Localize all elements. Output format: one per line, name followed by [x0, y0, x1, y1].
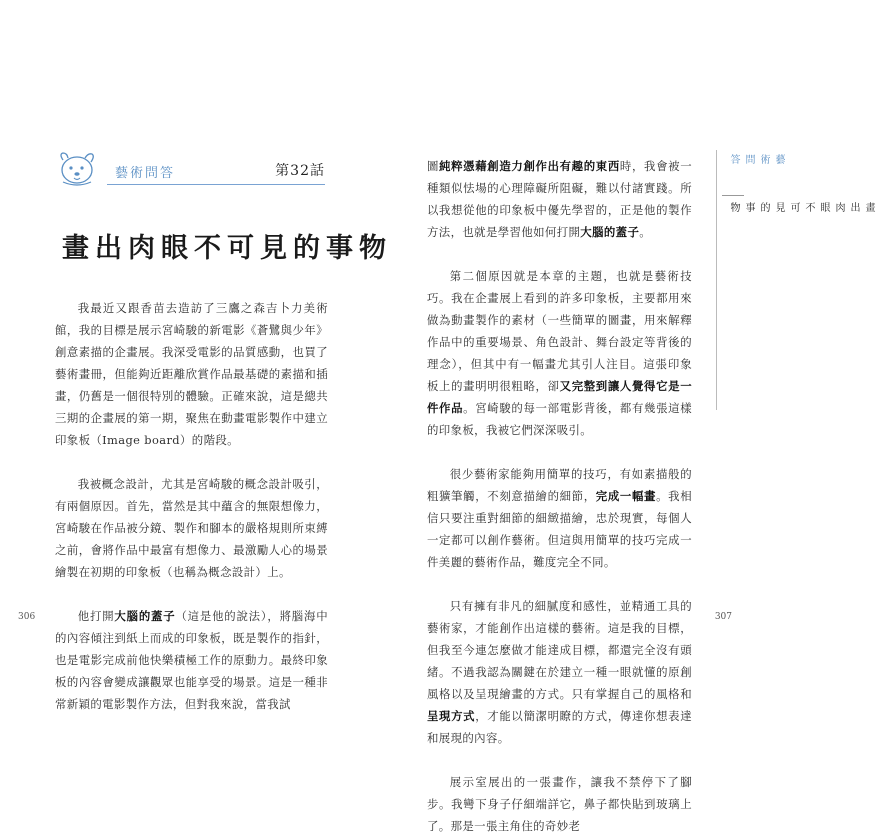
dog-mascot-icon: [55, 150, 99, 190]
paragraph-text: 。宮崎駿的每一部電影背後，都有幾張這樣的印象板，我被它們深深吸引。: [427, 401, 692, 437]
emphasis-text: 純粹憑藉創造力創作出有趣的東西: [439, 159, 620, 173]
chapter-number: 第32話: [275, 163, 325, 179]
paragraph-text: 圖: [427, 159, 440, 173]
paragraph: [427, 155, 692, 243]
paragraph-text: 時，我會被一種類似怯場的心理障礙所阻礙，難以付諸實踐。所以我想從他的印象板中優先學習的，正是他的製作方法，也就是學習他如何打開: [427, 159, 692, 239]
side-divider: [722, 195, 744, 196]
paragraph-text: 。我相信只要注重對細節的細緻描繪，忠於現實，每個人一定都可以創作藝術。但這與用簡單的技巧完成一件美麗的藝術作品，難度完全不同。: [427, 489, 692, 569]
side-chapter-title: 畫出肉眼不可見的事物: [728, 202, 874, 213]
paragraph-text: 他打開: [77, 609, 115, 623]
side-series-label: 藝術問答: [728, 154, 784, 165]
emphasis-text: 呈現方式: [427, 709, 476, 723]
paragraph-text: 展示室展出的一張畫作，讓我不禁停下了腳步。我彎下身子仔細端詳它，鼻子都快貼到玻璃上了。那是一張主角住的奇妙老: [427, 775, 692, 833]
paragraph-text: 很少藝術家能夠用簡單的技巧，有如素描般的粗獷筆觸，不刻意描繪的細節，: [427, 467, 692, 503]
paragraph: [427, 265, 692, 441]
chapter-header: [55, 150, 325, 194]
page-number-right: 307: [714, 612, 732, 622]
paragraph: [427, 771, 692, 837]
emphasis-text: 大腦的蓋子: [114, 609, 176, 623]
paragraph-text: 。: [639, 225, 652, 239]
paragraph-text: 我被概念設計，尤其是宮崎駿的概念設計吸引，有兩個原因。首先，當然是其中蘊含的無限想像力，宮崎駿在作品被分鏡、製作和腳本的嚴格規則所束縛之前，會將作品中最富有想像力、最激勵人心的場景繪製在初期的印象板（也稱為概念設計）上。: [55, 477, 328, 579]
paragraph-text: 只有擁有非凡的細膩度和感性，並精通工具的藝術家，才能創作出這樣的藝術。這是我的目標，但我至今連怎麼做才能達成目標，都還完全沒有頭緒。不過我認為關鍵在於建立一種一眼就懂的原創風格以及呈現繪畫的方式。只有掌握自己的風格和: [427, 599, 692, 701]
paragraph: [427, 463, 692, 573]
header-rule: [107, 184, 325, 185]
emphasis-text: 大腦的蓋子: [580, 225, 640, 239]
paragraph-text: 我最近又跟香苗去造訪了三鷹之森吉卜力美術館，我的目標是展示宮崎駿的新電影《蒼鷺與少年》創意素描的企畫展。我深受電影的品質感動，也買了藝術畫冊，但能夠近距離欣賞作品最基礎的素描和插畫，仍舊是一個很特別的體驗。正確來說，這是總共三期的企畫展的第一期，聚焦在動畫電影製作中建立印象板（Image board）的階段。: [55, 301, 328, 447]
series-label: 藝術問答: [115, 166, 176, 181]
paragraph: [55, 297, 328, 451]
right-body-text: [427, 155, 692, 837]
chapter-title: 畫出肉眼不可見的事物: [62, 233, 392, 264]
emphasis-text: 又完整到讓人覺得它是一件作品: [427, 379, 693, 415]
page-number-left: 306: [18, 612, 36, 622]
emphasis-text: 完成一幅畫: [595, 489, 657, 503]
left-body-text: [55, 297, 328, 715]
left-page: [0, 0, 392, 750]
paragraph: [427, 595, 692, 749]
right-page: [375, 0, 874, 833]
paragraph-text: （這是他的說法），將腦海中的內容傾注到紙上而成的印象板，既是製作的指針，也是電影完成前他快樂積極工作的原動力。最終印象板的內容會變成讓觀眾也能享受的場景。這是一種非常新穎的電影製作方法，但對我來說，當我試: [55, 609, 328, 711]
paragraph-text: ，才能以簡潔明瞭的方式，傳達你想表達和展現的內容。: [427, 709, 692, 745]
paragraph: [55, 473, 328, 583]
side-tab-rule: [716, 150, 717, 410]
paragraph-text: 第二個原因就是本章的主題，也就是藝術技巧。我在企畫展上看到的許多印象板，主要都用來做為動畫製作的素材（一些簡單的圖畫，用來解釋作品中的重要場景、角色設計、舞台設定等背後的理念），但其中有一幅畫尤其引人注目。這張印象板上的畫明明很粗略，卻: [427, 269, 692, 393]
paragraph: [55, 605, 328, 715]
